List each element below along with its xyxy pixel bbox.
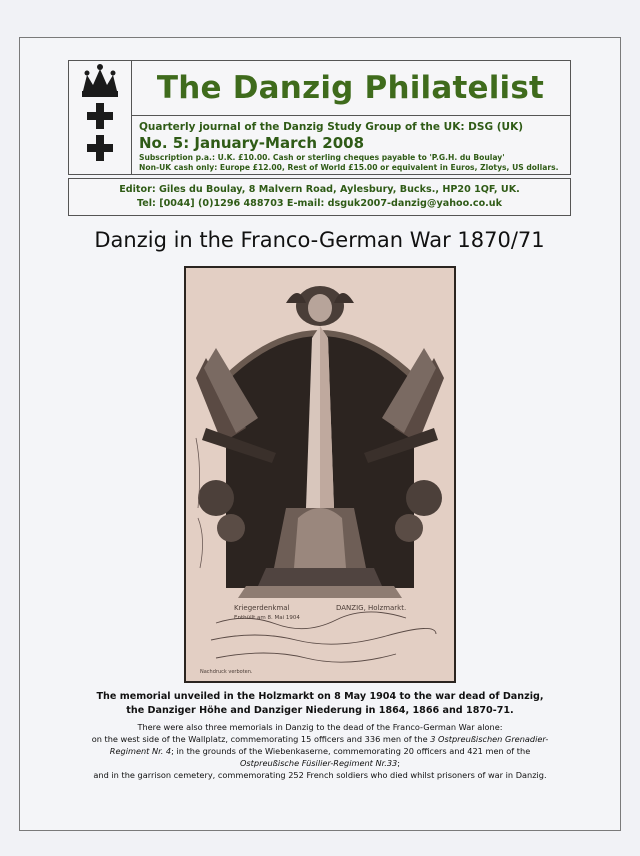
subscription-line-1: Subscription p.a.: U.K. £10.00. Cash or sterling cheques payable to 'P.G.H. du Boulay' xyxy=(139,153,505,162)
caption-body-line-2 xyxy=(40,733,600,745)
postcard-unveiled-date: Enthüllt am 8. Mai 1904 xyxy=(234,615,300,621)
photo-caption-bold xyxy=(40,690,600,718)
crown-and-crosses-icon xyxy=(69,61,131,174)
caption-regiment-1a: 3 Ostpreußischen Grenadier- xyxy=(430,734,549,744)
caption-body-line-4b: ; xyxy=(397,758,401,768)
postcard-reprint-note: Nachdruck verboten. xyxy=(200,669,253,675)
editor-contact xyxy=(68,178,571,216)
editor-phone-email: Tel: [0044] (0)1296 488703 E-mail: dsguk2007-danzig@yahoo.co.uk xyxy=(136,198,503,209)
caption-body-line-1: There were also three memorials in Danzig to the dead of the Franco-German War alone: xyxy=(137,722,503,732)
caption-regiment-1b: Regiment Nr. 4 xyxy=(109,746,172,756)
postcard-image xyxy=(184,266,456,683)
caption-body-line-4 xyxy=(40,757,600,769)
editor-address: Editor: Giles du Boulay, 8 Malvern Road, Aylesbury, Bucks., HP20 1QF, UK. xyxy=(119,184,520,195)
caption-body-line-2a: on the west side of the Wallplatz, commemorating 15 officers and 336 men of the xyxy=(91,734,431,744)
caption-body-line-3b: ; in the grounds of the Wiebenkaserne, commemorating 20 officers and 421 men of the xyxy=(171,746,531,756)
issue-number: No. 5: January-March 2008 xyxy=(139,134,365,152)
danzig-crest-logo xyxy=(69,61,132,174)
photo-caption-body xyxy=(40,721,600,781)
caption-bold-line-1: The memorial unveiled in the Holzmarkt on 8 May 1904 to the war dead of Danzig, xyxy=(96,691,544,702)
journal-subtitle: Quarterly journal of the Danzig Study Group of the UK: DSG (UK) xyxy=(139,121,523,133)
article-title: Danzig in the Franco-German War 1870/71 xyxy=(94,228,545,252)
caption-regiment-2: Ostpreußische Füsilier-Regiment Nr.33 xyxy=(239,758,398,768)
caption-body-line-5: and in the garrison cemetery, commemorating 252 French soldiers who died whilst prisoners of war in Danzig. xyxy=(93,770,547,780)
masthead xyxy=(68,60,571,175)
caption-body-line-3 xyxy=(40,745,600,757)
postcard-label-right: DANZIG, Holzmarkt. xyxy=(336,604,407,612)
journal-title: The Danzig Philatelist xyxy=(156,70,545,106)
postcard-label-left: Kriegerdenkmal xyxy=(234,604,290,612)
caption-bold-line-2: the Danziger Höhe and Danziger Niederung in 1864, 1866 and 1870-71. xyxy=(126,705,514,716)
title-box xyxy=(131,61,570,116)
subscription-line-2: Non-UK cash only: Europe £12.00, Rest of World £15.00 or equivalent in Euros, Zlotys, US dollars. xyxy=(139,163,559,172)
journal-info xyxy=(131,116,570,174)
